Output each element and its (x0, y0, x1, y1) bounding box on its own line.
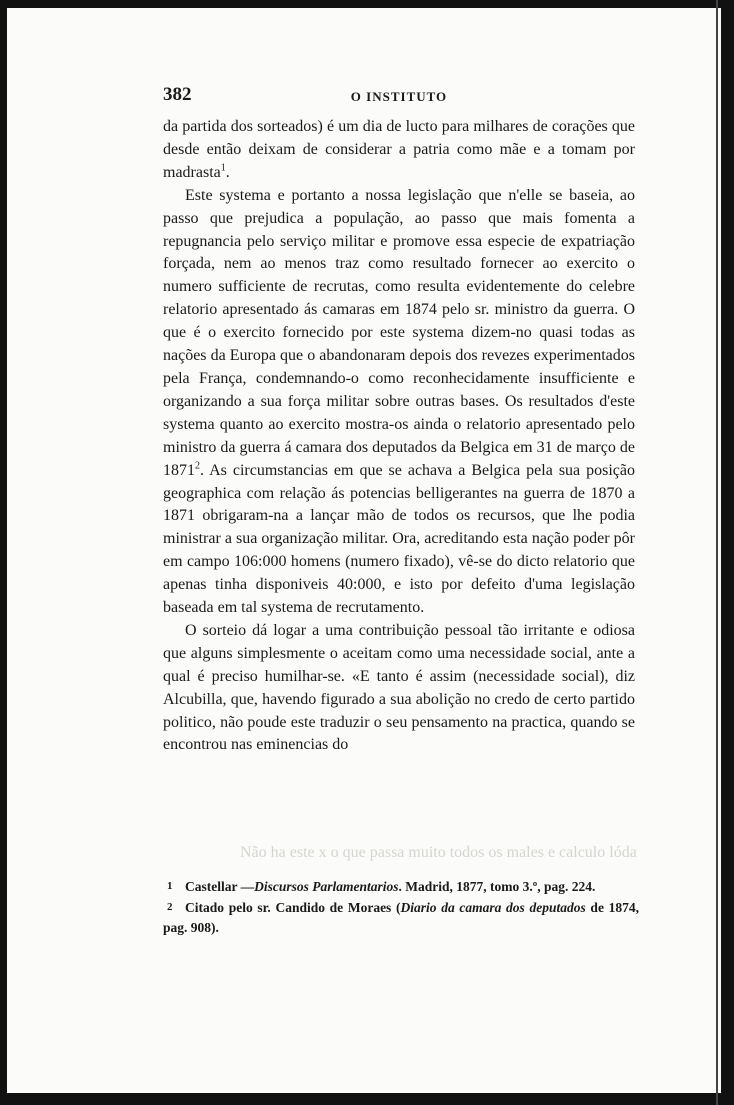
paragraph-1-text: da partida dos sorteados) é um dia de lucto para milhares de corações que desde então deixam de considerar a patria como mãe e a tomam por madrasta (163, 118, 635, 181)
scan-gutter-line (716, 0, 718, 1105)
footnote-2 (163, 897, 639, 938)
scan-border-left (0, 0, 7, 1105)
footnote-ref-1: 1 (220, 162, 226, 174)
bleed-through-text: Não ha este x o que passa muito todos os males e calculo lóda (240, 844, 637, 861)
footnote-ref-2: 2 (195, 460, 200, 472)
paragraph-2 (163, 185, 635, 620)
footnote-work-title: Diario da camara dos deputados (400, 900, 586, 915)
paragraph-2-part-2: . As circumstancias em que se achava a Belgica pela sua posição geographica com relação ás potencias belligerantes na guerra de 1870 a 1871 obrigaram-na a lançar mão de todos os recursos, que lhe podia ministrar a sua organização militar. Ora, acreditando esta nação poder pôr em campo 106:000 homens (numero fixado), vê-se do dicto relatorio que apenas tinha disponiveis 40:000, e isto por defeito d'uma legislação baseada em tal systema de recrutamento. (163, 461, 635, 617)
scan-border-right (721, 0, 734, 1105)
body-text (163, 116, 635, 757)
footnotes (163, 876, 639, 938)
footnote-author: Citado pelo sr. Candido de Moraes ( (185, 900, 401, 915)
page-header (163, 84, 635, 110)
footnote-work-title: Discursos Parlamentarios (254, 879, 399, 894)
running-title: O INSTITUTO (350, 89, 448, 104)
scan-border-bottom (0, 1093, 734, 1105)
paragraph-1 (163, 116, 635, 185)
footnote-rest: de 1874, pag. 908). (163, 900, 639, 935)
footnote-number: 2 (167, 901, 173, 913)
page-number: 382 (163, 84, 192, 105)
footnote-author: Castellar — (185, 879, 255, 894)
paragraph-2-part-1: Este systema e portanto a nossa legislação que n'elle se baseia, ao passo que prejudica a população, ao passo que mais fomenta a repugnancia pelo serviço militar e promove essa especie de expatriação forçada, nem ao menos traz como resultado fornecer ao exercito o numero sufficiente de recrutas, como resulta evidentemente do celebre relatorio apresentado ás camaras em 1874 pelo sr. ministro da guerra. O que é o exercito fornecido por este systema dizem-no quasi todas as nações da Europa que o abandonaram depois dos revezes experimentados pela França, condemnando-o como reconhecidamente insufficiente e organizando a sua força militar sobre outras bases. Os resultados d'este systema quanto ao exercito mostra-os ainda o relatorio apresentado pelo ministro da guerra á camara dos deputados da Belgica em 31 de março de 1871 (163, 186, 635, 479)
paragraph-3: O sorteio dá logar a uma contribuição pessoal tão irritante e odiosa que alguns simplesmente o aceitam como uma necessidade social, ante a qual é preciso humilhar-se. «E tanto é assim (necessidade social), diz Alcubilla, que, havendo figurado a sua abolição no credo de certo partido politico, não poude este traduzir o seu pensamento na practica, quando se encontrou nas eminencias do (163, 621, 635, 754)
footnote-rest: . Madrid, 1877, tomo 3.º, pag. 224. (398, 879, 596, 894)
footnote-1 (163, 876, 639, 897)
paragraph-1-tail: . (225, 163, 230, 181)
scan-border-top (0, 0, 734, 8)
footnote-number: 1 (167, 880, 173, 892)
